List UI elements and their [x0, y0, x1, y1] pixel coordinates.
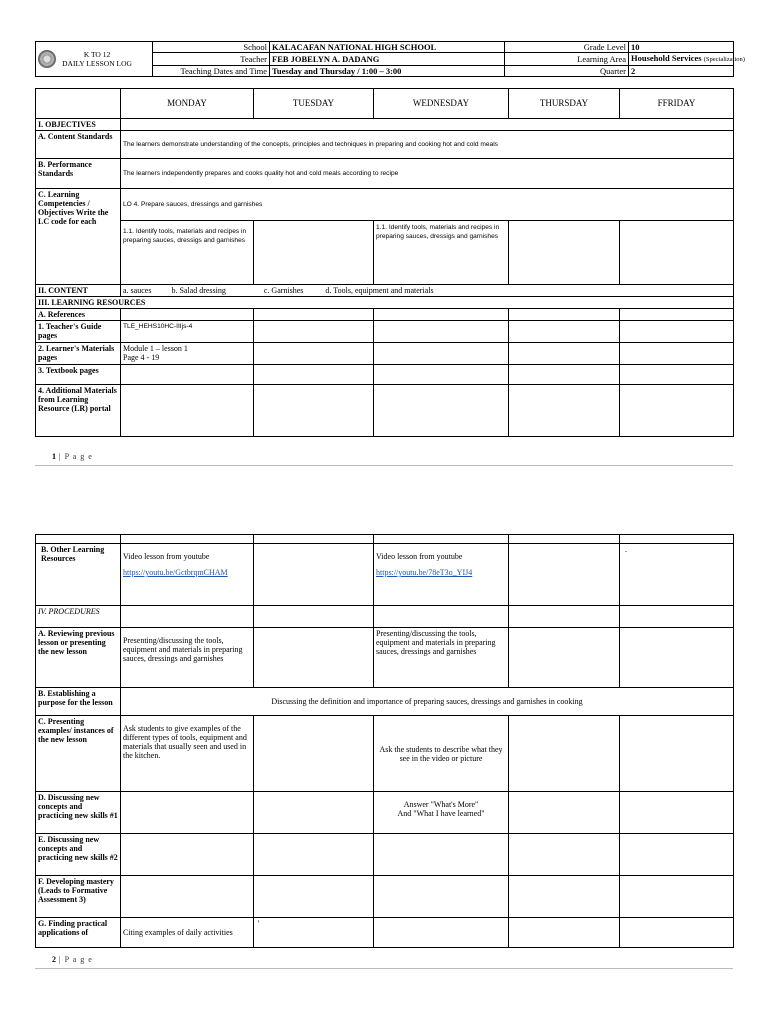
establishing-purpose-text: Discussing the definition and importance of preparing sauces, dressings and garnishes in cooking [121, 688, 734, 716]
learners-materials-label: 2. Learner's Materials pages [36, 343, 121, 365]
d2-wed [374, 834, 509, 876]
tb-wed [374, 365, 509, 385]
header-logo-cell [36, 42, 153, 77]
page-footer-2 [52, 955, 93, 964]
discussing-concepts-1-label: D. Discussing new concepts and practicing new skills #1 [36, 792, 121, 834]
d1-tue [254, 792, 374, 834]
top-blank-1 [121, 535, 254, 544]
pr-tue [254, 606, 374, 628]
d2-mon [121, 834, 254, 876]
lesson-log-table-page2 [35, 534, 734, 948]
pa-fri [620, 918, 734, 948]
learners-materials-monday [121, 343, 254, 365]
other-resources-wednesday [374, 544, 509, 606]
teachers-guide-label: 1. Teacher's Guide pages [36, 321, 121, 343]
ref-fri [620, 309, 734, 321]
d1-fri [620, 792, 734, 834]
day-tuesday: TUESDAY [254, 89, 374, 119]
performance-standards-text: The learners independently prepares and cooks quality hot and cold meals according to recipe [121, 159, 734, 189]
content-standards-label: A. Content Standards [36, 131, 121, 159]
top-blank-0 [36, 535, 121, 544]
lc-monday: 1.1. Identify tools, materials and recipes in preparing sauces, dressigs and garnishes [121, 221, 254, 285]
additional-materials-label: 4. Additional Materials from Learning Resource (LR) portal [36, 385, 121, 437]
lm-wed [374, 343, 509, 365]
d2-thu [509, 834, 620, 876]
or-thu [509, 544, 620, 606]
rv-fri [620, 628, 734, 688]
tb-tue [254, 365, 374, 385]
ref-tue [254, 309, 374, 321]
page-divider-2 [35, 968, 733, 969]
developing-mastery-text: F. Developing mastery (Leads to Formative Assessment 3) [38, 877, 114, 904]
presenting-monday: Ask students to give examples of the different types of tools, equipment and materials that usually seen and used in the kitchen. [121, 716, 254, 792]
dll-title-line2: DAILY LESSON LOG [62, 59, 132, 68]
area-value-cell [629, 53, 745, 66]
lesson-log-table-page1 [35, 88, 734, 437]
reviewing-lesson-label: A. Reviewing previous lesson or presenting the new lesson [36, 628, 121, 688]
other-resources-label: B. Other Learning Resources [36, 544, 121, 606]
page-number-2: 2 [52, 955, 56, 964]
whats-more-line: Answer "What's More" [403, 800, 479, 809]
establishing-purpose-label: B. Establishing a purpose for the lesson [36, 688, 121, 716]
content-item-c: c. Garnishes [263, 286, 304, 295]
content-heading: II. CONTENT [36, 285, 121, 297]
content-item-b: b. Salad dressing [171, 286, 226, 295]
tg-thu [509, 321, 620, 343]
am-mon [121, 385, 254, 437]
day-friday: FFRIDAY [620, 89, 734, 119]
school-label: School [153, 42, 270, 53]
tg-fri [620, 321, 734, 343]
page-word-1: | P a g e [59, 452, 93, 461]
practical-applications-monday: Citing examples of daily activities [121, 918, 254, 948]
teachers-guide-monday: TLE_HEHS10HC-IIIjs-4 [121, 321, 254, 343]
area-value: Household Services [631, 53, 702, 63]
d1-mon [121, 792, 254, 834]
area-note: (Specialization) [703, 56, 745, 63]
dates-label: Teaching Dates and Time [153, 66, 270, 77]
teacher-value: FEB JOBELYN A. DADANG [270, 53, 505, 66]
am-fri [620, 385, 734, 437]
lm-monday-line2: Page 4 - 19 [123, 353, 160, 362]
lc-wednesday: 1.1. Identify tools, materials and recipes in preparing sauces, dressigs and garnishes [374, 221, 509, 285]
pa-thu [509, 918, 620, 948]
youtube-link-monday[interactable]: https://youtu.be/GctbrqmCHAM [123, 568, 228, 577]
practical-applications-tuesday: ' [254, 918, 374, 948]
pr-wed [374, 606, 509, 628]
quarter-value: 2 [629, 66, 734, 77]
dm-tue [254, 876, 374, 918]
page-word-2: | P a g e [59, 955, 93, 964]
deped-seal-logo [38, 50, 56, 68]
rv-tue [254, 628, 374, 688]
pe-thu [509, 716, 620, 792]
what-i-learned-line: And "What I have learned" [397, 809, 485, 818]
day-thursday: THURSDAY [509, 89, 620, 119]
practical-applications-label: G. Finding practical applications of [36, 918, 121, 948]
teacher-label: Teacher [153, 53, 270, 66]
day-monday: MONDAY [121, 89, 254, 119]
objectives-heading: I. OBJECTIVES [36, 119, 121, 131]
developing-mastery-label [36, 876, 121, 918]
lm-thu [509, 343, 620, 365]
quarter-label: Quarter [505, 66, 629, 77]
dll-title-line1: K TO 12 [83, 50, 111, 59]
tg-wed [374, 321, 509, 343]
dates-value: Tuesday and Thursday / 1:00 – 3:00 [270, 66, 505, 77]
am-tue [254, 385, 374, 437]
content-item-a: a. sauces [123, 286, 152, 295]
ref-mon [121, 309, 254, 321]
youtube-link-wednesday[interactable]: https://youtu.be/78eT3o_YIJ4 [376, 568, 473, 577]
d1-thu [509, 792, 620, 834]
procedures-heading: IV. PROCEDURES [36, 606, 121, 628]
am-wed [374, 385, 509, 437]
top-blank-4 [509, 535, 620, 544]
other-resources-monday [121, 544, 254, 606]
content-standards-text: The learners demonstrate understanding of the concepts, principles and techniques in preparing and cooking hot and cold meals [121, 131, 734, 159]
dm-thu [509, 876, 620, 918]
dm-mon [121, 876, 254, 918]
header-table [35, 41, 745, 77]
content-item-d: d. Tools, equipment and materials [325, 286, 434, 295]
discussing-wednesday [374, 792, 509, 834]
objectives-blank [121, 119, 734, 131]
content-items [121, 285, 734, 297]
other-monday-text: Video lesson from youtube [123, 552, 210, 561]
performance-standards-label: B. Performance Standards [36, 159, 121, 189]
tb-mon [121, 365, 254, 385]
page-footer-1 [52, 452, 93, 461]
lm-tue [254, 343, 374, 365]
reviewing-monday: Presenting/discussing the tools, equipment and materials in preparing sauces, dressings and garnishes [121, 628, 254, 688]
pe-tue [254, 716, 374, 792]
d2-fri [620, 834, 734, 876]
lm-monday-line1: Module 1 – lesson 1 [123, 344, 188, 353]
pr-fri [620, 606, 734, 628]
pe-fri [620, 716, 734, 792]
lc-tuesday [254, 221, 374, 285]
top-blank-3 [374, 535, 509, 544]
learning-competencies-text: LO 4. Prepare sauces, dressings and garnishes [121, 189, 734, 221]
grade-value: 10 [629, 42, 734, 53]
area-label: Learning Area [505, 53, 629, 66]
top-blank-5 [620, 535, 734, 544]
presenting-examples-label: C. Presenting examples/ instances of the new lesson [36, 716, 121, 792]
grade-label: Grade Level [505, 42, 629, 53]
school-value: KALACAFAN NATIONAL HIGH SCHOOL [270, 42, 505, 53]
am-thu [509, 385, 620, 437]
rv-thu [509, 628, 620, 688]
lc-thursday [509, 221, 620, 285]
top-blank-2 [254, 535, 374, 544]
pr-thu [509, 606, 620, 628]
corner-cell [36, 89, 121, 119]
discussing-concepts-2-label: E. Discussing new concepts and practicing new skills #2 [36, 834, 121, 876]
day-wednesday: WEDNESDAY [374, 89, 509, 119]
lc-friday [620, 221, 734, 285]
tb-fri [620, 365, 734, 385]
tb-thu [509, 365, 620, 385]
dm-fri [620, 876, 734, 918]
d2-tue [254, 834, 374, 876]
ref-wed [374, 309, 509, 321]
references-label: A. References [36, 309, 121, 321]
ref-thu [509, 309, 620, 321]
other-resources-friday: . [620, 544, 734, 606]
presenting-wednesday: Ask the students to describe what they see in the video or picture [374, 716, 509, 792]
learning-resources-heading: III. LEARNING RESOURCES [36, 297, 734, 309]
page-divider-1 [35, 465, 733, 466]
textbook-pages-label: 3. Textbook pages [36, 365, 121, 385]
other-wednesday-text: Video lesson from youtube [376, 552, 463, 561]
pa-wed [374, 918, 509, 948]
pr-mon [121, 606, 254, 628]
reviewing-wednesday: Presenting/discussing the tools, equipment and materials in preparing sauces, dressings and garnishes [374, 628, 509, 688]
page-number-1: 1 [52, 452, 56, 461]
learning-competencies-label: C. Learning Competencies / Objectives Write the LC code for each [36, 189, 121, 285]
lm-fri [620, 343, 734, 365]
dll-title [62, 50, 132, 68]
dm-wed [374, 876, 509, 918]
or-tue [254, 544, 374, 606]
tg-tue [254, 321, 374, 343]
